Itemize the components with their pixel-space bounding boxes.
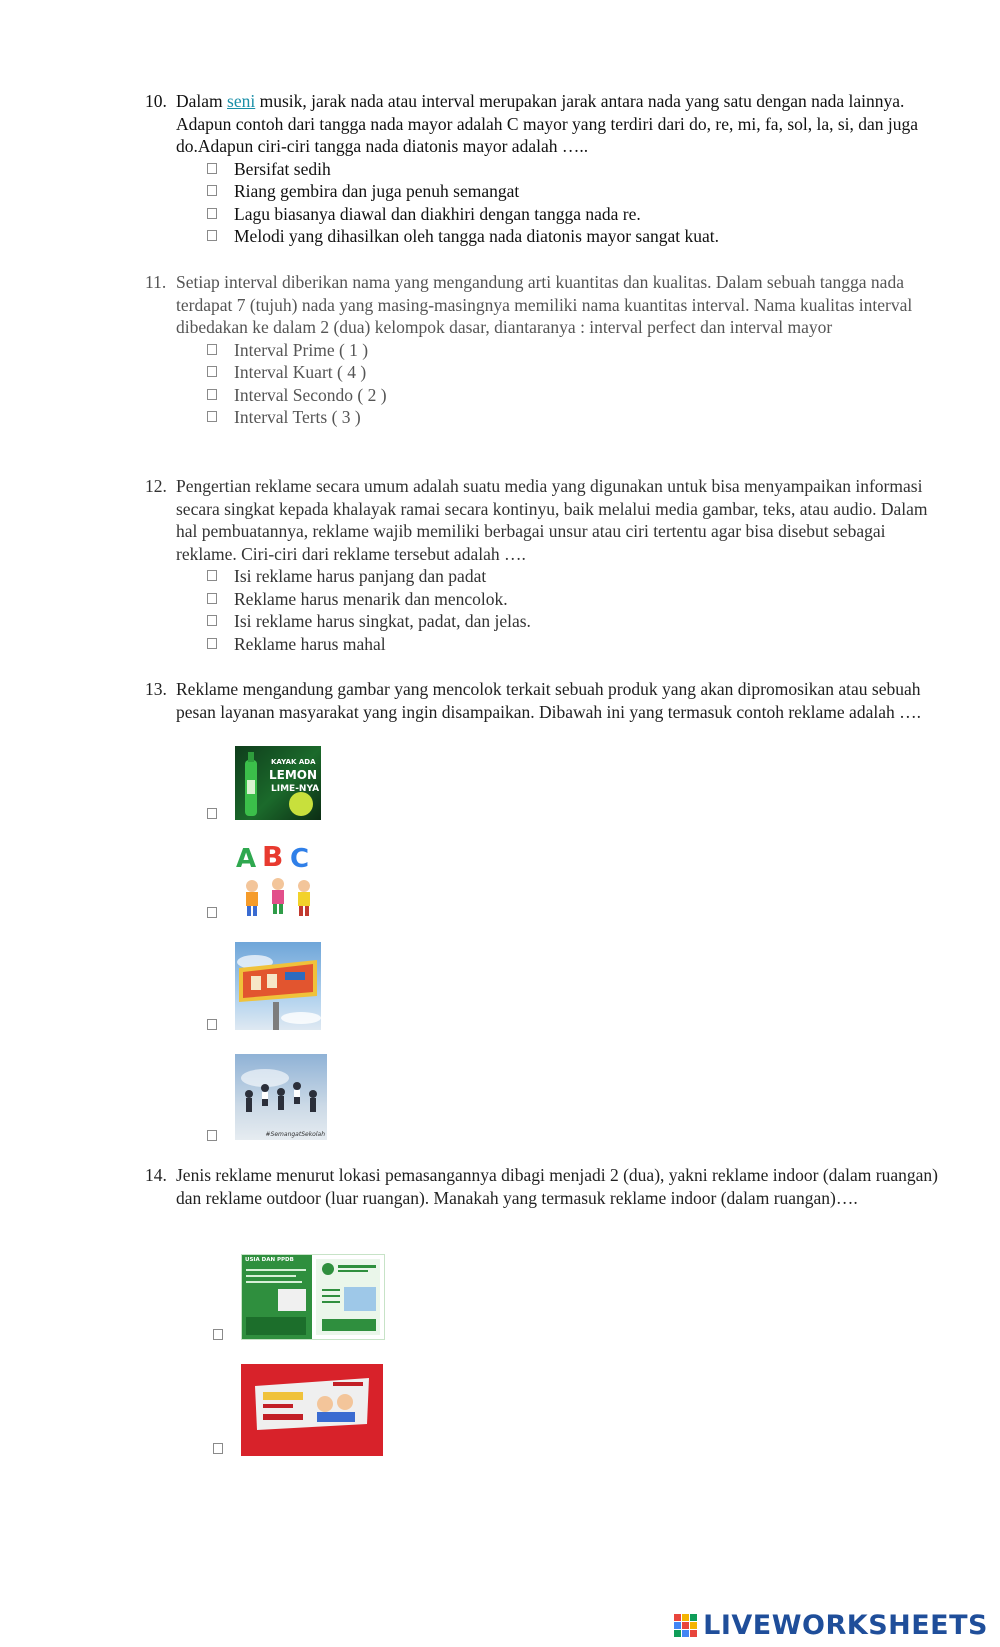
option-checkbox[interactable] — [207, 570, 217, 581]
option: Interval Prime ( 1 ) — [207, 339, 945, 362]
option-checkbox[interactable] — [207, 230, 217, 241]
brochure-title: USIA DAN PPDB — [245, 1257, 294, 1263]
banner-icon — [241, 1364, 383, 1456]
option: Lagu biasanya diawal dan diakhiri dengan tangga nada re. — [207, 203, 945, 226]
option-checkbox[interactable] — [207, 185, 217, 196]
soda-ad-line2: LEMON — [269, 768, 318, 782]
option: Interval Secondo ( 2 ) — [207, 384, 945, 407]
soda-ad-line1: KAYAK ADA — [271, 758, 316, 766]
liveworksheets-logo — [674, 1608, 988, 1642]
question-12 — [145, 475, 945, 673]
option-checkbox[interactable] — [207, 163, 217, 174]
red-banner-image[interactable] — [241, 1364, 383, 1456]
option: Bersifat sedih — [207, 158, 945, 181]
option: Riang gembira dan juga penuh semangat — [207, 180, 945, 203]
option: Isi reklame harus panjang dan padat — [207, 565, 945, 588]
option-checkbox[interactable] — [213, 1329, 223, 1340]
abc-letter: A — [236, 844, 257, 874]
option-checkbox[interactable] — [213, 1443, 223, 1454]
billboard-icon — [235, 942, 321, 1030]
option-checkbox[interactable] — [207, 1019, 217, 1030]
options-list — [207, 158, 945, 248]
question-number: 11. — [145, 272, 167, 292]
soda-ad-image[interactable] — [235, 746, 321, 820]
question-13 — [145, 678, 945, 723]
jumping-caption: #SemangatSekolah — [265, 1131, 325, 1138]
question-11 — [145, 271, 945, 446]
option-checkbox[interactable] — [207, 411, 217, 422]
option: Reklame harus mahal — [207, 633, 945, 656]
abc-letter: C — [290, 844, 310, 874]
question-number: 13. — [145, 679, 167, 699]
option-checkbox[interactable] — [207, 615, 217, 626]
options-list — [207, 339, 945, 429]
question-text: Dalam seni musik, jarak nada atau interval merupakan jarak antara nada yang satu dengan nada lainnya. Adapun contoh dari tangga nada mayor adalah C mayor yang terdiri dari do, re, mi, fa, sol, la, si, dan juga do.Adapun ciri-ciri tangga nada diatonis mayor adalah ….. — [176, 91, 919, 156]
option-checkbox[interactable] — [207, 638, 217, 649]
option-checkbox[interactable] — [207, 366, 217, 377]
option: Interval Terts ( 3 ) — [207, 406, 945, 429]
option-checkbox[interactable] — [207, 593, 217, 604]
question-14 — [145, 1164, 945, 1209]
options-list — [207, 565, 945, 655]
option-checkbox[interactable] — [207, 907, 217, 918]
logo-grid-icon — [674, 1614, 697, 1637]
brochure-image[interactable] — [241, 1254, 385, 1340]
option-checkbox[interactable] — [207, 1130, 217, 1141]
option: Interval Kuart ( 4 ) — [207, 361, 945, 384]
option-checkbox[interactable] — [207, 808, 217, 819]
brochure-left-panel — [242, 1255, 312, 1339]
question-text: Setiap interval diberikan nama yang mengandung arti kuantitas dan kualitas. Dalam sebuah tangga nada terdapat 7 (tujuh) nada yang masing-masingnya memiliki nama kuantitas interval. Nama kualitas interval dibedakan ke dalam 2 (dua) kelompok dasar, diantaranya : interval perfect dan interval mayor — [176, 272, 913, 337]
abc-letter: B — [262, 840, 284, 873]
question-text: Pengertian reklame secara umum adalah suatu media yang digunakan untuk bisa menyampaikan informasi secara singkat kepada khalayak ramai secara kontinyu, baik melalui media gambar, teks, atau audio. Dalam hal pembuatannya, reklame wajib memiliki berbagai unsur atau ciri tertentu agar bisa disebut sebagai reklame. Ciri-ciri dari reklame tersebut adalah …. — [176, 476, 928, 564]
soda-ad-line3: LIME-NYA — [271, 784, 320, 794]
option-checkbox[interactable] — [207, 344, 217, 355]
brochure-right-panel — [316, 1259, 380, 1335]
seni-link[interactable]: seni — [227, 91, 256, 111]
kids-icon — [234, 840, 324, 920]
question-text: Jenis reklame menurut lokasi pemasangannya dibagi menjadi 2 (dua), yakni reklame indoor (dalam ruangan) dan reklame outdoor (luar ruangan). Manakah yang termasuk reklame indoor (dalam ruangan)…. — [176, 1165, 938, 1208]
question-number: 14. — [145, 1165, 167, 1185]
option-checkbox[interactable] — [207, 389, 217, 400]
jumping-people-icon — [235, 1054, 327, 1140]
billboard-image[interactable] — [235, 942, 321, 1030]
question-text: Reklame mengandung gambar yang mencolok terkait sebuah produk yang akan dipromosikan atau sebuah pesan layanan masyarakat yang ingin disampaikan. Dibawah ini yang termasuk contoh reklame adalah …. — [176, 679, 921, 722]
option: Melodi yang dihasilkan oleh tangga nada diatonis mayor sangat kuat. — [207, 225, 945, 248]
question-number: 10. — [145, 91, 167, 111]
abc-kids-image[interactable] — [234, 840, 324, 920]
brand-name: LIVEWORKSHEETS — [703, 1609, 988, 1641]
question-number: 12. — [145, 476, 167, 496]
option: Reklame harus menarik dan mencolok. — [207, 588, 945, 611]
option-checkbox[interactable] — [207, 208, 217, 219]
jumping-people-image[interactable] — [235, 1054, 327, 1140]
question-10 — [145, 90, 945, 265]
option: Isi reklame harus singkat, padat, dan jelas. — [207, 610, 945, 633]
